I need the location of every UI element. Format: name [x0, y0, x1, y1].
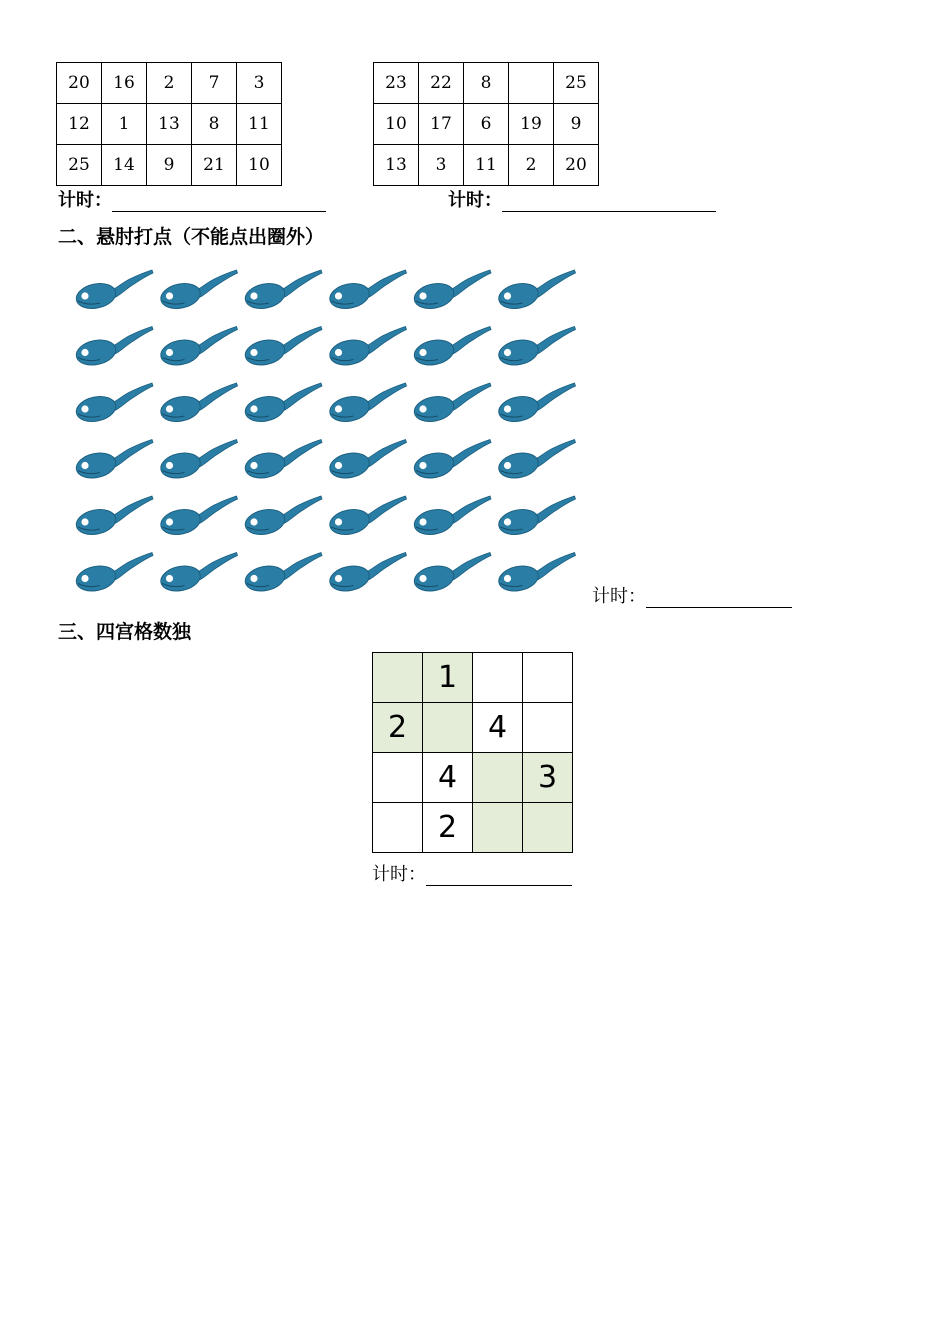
- table-row: [373, 753, 573, 803]
- tadpole-icon: [74, 383, 153, 425]
- grid-cell: 21: [192, 145, 237, 186]
- grid-cell: 16: [102, 63, 147, 104]
- sudoku-grid: [372, 652, 573, 853]
- tadpole-grid: [64, 256, 588, 600]
- grid-cell: 9: [147, 145, 192, 186]
- sudoku-cell[interactable]: [423, 703, 473, 753]
- sudoku-cell[interactable]: 4: [473, 703, 523, 753]
- timer-blank[interactable]: [112, 193, 326, 212]
- table-row: [57, 145, 282, 186]
- tadpole-icon: [496, 496, 575, 538]
- sudoku-cell[interactable]: [473, 653, 523, 703]
- grid-cell: 22: [419, 63, 464, 104]
- timer-1: [58, 186, 326, 212]
- grid-cell: 8: [464, 63, 509, 104]
- tadpole-icon: [158, 327, 237, 369]
- table-row: [374, 104, 599, 145]
- grid-cell: 3: [419, 145, 464, 186]
- grid-cell: 25: [554, 63, 599, 104]
- tadpole-icon: [327, 270, 406, 312]
- timer-3: [592, 582, 792, 608]
- tadpole-icon: [327, 496, 406, 538]
- table-row: [373, 703, 573, 753]
- grid-cell: 9: [554, 104, 599, 145]
- grid-cell: 25: [57, 145, 102, 186]
- tadpole-icon: [74, 440, 153, 482]
- table-row: [57, 104, 282, 145]
- tadpole-icon: [412, 553, 491, 595]
- grid-cell: 12: [57, 104, 102, 145]
- tadpole-icon: [74, 270, 153, 312]
- timer-blank[interactable]: [646, 589, 792, 608]
- tadpole-icon: [496, 327, 575, 369]
- timer-label: 计时：: [448, 190, 502, 211]
- tadpole-icon: [158, 440, 237, 482]
- sudoku-cell[interactable]: 2: [373, 703, 423, 753]
- tadpole-icon: [243, 270, 322, 312]
- tadpole-icon: [412, 327, 491, 369]
- tadpole-icon: [496, 553, 575, 595]
- tadpole-icon: [74, 496, 153, 538]
- tadpole-icon: [412, 496, 491, 538]
- grid-cell: 20: [57, 63, 102, 104]
- grid-cell: 20: [554, 145, 599, 186]
- sudoku-cell[interactable]: [373, 753, 423, 803]
- sudoku-cell[interactable]: [473, 803, 523, 853]
- tadpole-icon: [412, 383, 491, 425]
- timer-label: 计时：: [58, 190, 112, 211]
- tadpole-icon: [243, 553, 322, 595]
- grid-cell: 13: [147, 104, 192, 145]
- table-row: [373, 653, 573, 703]
- grid-cell: 2: [509, 145, 554, 186]
- sudoku-cell[interactable]: [373, 803, 423, 853]
- tadpole-icon: [243, 383, 322, 425]
- table-row: [373, 803, 573, 853]
- timer-label: 计时：: [592, 586, 646, 607]
- tadpole-icon: [243, 440, 322, 482]
- tadpole-icon: [74, 553, 153, 595]
- timer-blank[interactable]: [426, 867, 572, 886]
- grid-cell: 2: [147, 63, 192, 104]
- tadpole-icon: [496, 270, 575, 312]
- tadpole-icon: [412, 440, 491, 482]
- tadpole-icon: [327, 553, 406, 595]
- sudoku-cell[interactable]: [373, 653, 423, 703]
- tadpole-icon: [74, 327, 153, 369]
- grid-cell: 13: [374, 145, 419, 186]
- grid-cell: 3: [237, 63, 282, 104]
- tadpole-icon: [243, 496, 322, 538]
- schulte-grid-2: [373, 62, 599, 186]
- grid-cell: [509, 63, 554, 104]
- sudoku-cell[interactable]: 3: [523, 753, 573, 803]
- sudoku-cell[interactable]: 2: [423, 803, 473, 853]
- grid-cell: 1: [102, 104, 147, 145]
- grid-cell: 11: [464, 145, 509, 186]
- timer-label: 计时：: [372, 864, 426, 885]
- tadpole-icon: [243, 327, 322, 369]
- section-heading-3: 三、四宫格数独: [58, 621, 192, 643]
- tadpole-icon: [158, 496, 237, 538]
- tadpole-icon: [412, 270, 491, 312]
- grid-cell: 10: [237, 145, 282, 186]
- timer-blank[interactable]: [502, 193, 716, 212]
- grid-cell: 23: [374, 63, 419, 104]
- tadpole-icon: [327, 327, 406, 369]
- section-heading-2: 二、悬肘打点（不能点出圈外）: [58, 226, 325, 248]
- grid-cell: 10: [374, 104, 419, 145]
- grid-cell: 19: [509, 104, 554, 145]
- tadpole-icon: [158, 270, 237, 312]
- grid-cell: 11: [237, 104, 282, 145]
- grid-cell: 6: [464, 104, 509, 145]
- timer-4: [372, 860, 572, 886]
- tadpole-icon: [496, 440, 575, 482]
- tadpole-icon: [327, 383, 406, 425]
- table-row: [374, 145, 599, 186]
- sudoku-cell[interactable]: [523, 703, 573, 753]
- sudoku-cell[interactable]: 4: [423, 753, 473, 803]
- sudoku-cell[interactable]: [473, 753, 523, 803]
- grid-cell: 17: [419, 104, 464, 145]
- sudoku-cell[interactable]: 1: [423, 653, 473, 703]
- tadpole-icon: [327, 440, 406, 482]
- tadpole-icon: [158, 383, 237, 425]
- grid-cell: 14: [102, 145, 147, 186]
- sudoku-cell[interactable]: [523, 803, 573, 853]
- table-row: [374, 63, 599, 104]
- table-row: [57, 63, 282, 104]
- grid-cell: 7: [192, 63, 237, 104]
- sudoku-cell[interactable]: [523, 653, 573, 703]
- tadpole-icon: [158, 553, 237, 595]
- grid-cell: 8: [192, 104, 237, 145]
- timer-2: [448, 186, 716, 212]
- tadpole-icon: [496, 383, 575, 425]
- schulte-grid-1: [56, 62, 282, 186]
